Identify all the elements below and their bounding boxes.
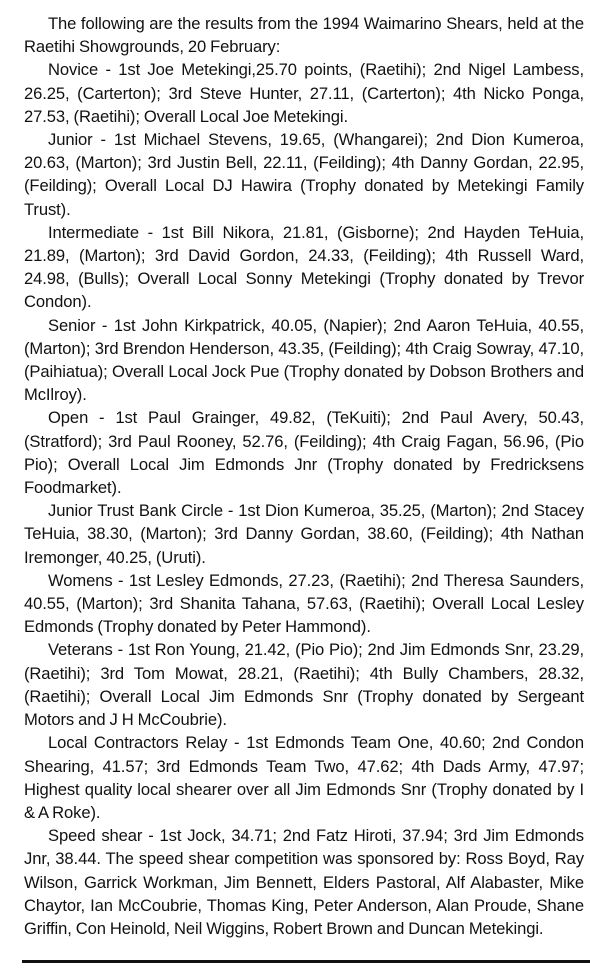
contractors-relay-paragraph: Local Contractors Relay - 1st Edmonds Team One, 40.60; 2nd Condon Shearing, 41.57; 3rd Edmonds Team Two, 47.62; 4th Dads Army, 47.97; Highest quality local shearer over all Jim Edmonds Snr (Trophy donated by I & A Roke). — [24, 733, 584, 822]
senior-results-paragraph: Senior - 1st John Kirkpatrick, 40.05, (Napier); 2nd Aaron TeHuia, 40.55, (Marton); 3rd Brendon Henderson, 43.35, (Feilding); 4th Craig Sowray, 47.10, (Paihiatua); Overall Local Jock Pue (Trophy donated by Dobson Brothers and McIlroy). — [24, 315, 584, 405]
intermediate-results-paragraph: Intermediate - 1st Bill Nikora, 21.81, (Gisborne); 2nd Hayden TeHuia, 21.89, (Marton); 3rd David Gordon, 24.33, (Feilding); 4th Russell Ward, 24.98, (Bulls); Overall Local Sonny Metekingi (Trophy donated by Trevor Condon). — [24, 222, 584, 312]
womens-results-paragraph: Womens - 1st Lesley Edmonds, 27.23, (Raetihi); 2nd Theresa Saunders, 40.55, (Marton); 3rd Shanita Tahana, 57.63, (Raetihi); Overall Local Lesley Edmonds (Trophy donated by Peter Hammond). — [24, 570, 584, 637]
novice-results-paragraph: Novice - 1st Joe Metekingi,25.70 points, (Raetihi); 2nd Nigel Lambess, 26.25, (Carterton); 3rd Steve Hunter, 27.11, (Carterton); 4th Nicko Ponga, 27.53, (Raetihi); Overall Local Joe Metekingi. — [24, 60, 584, 126]
open-results-paragraph: Open - 1st Paul Grainger, 49.82, (TeKuiti); 2nd Paul Avery, 50.43, (Stratford); 3rd Paul Rooney, 52.76, (Feilding); 4th Craig Fagan, 56.96, (Pio Pio); Overall Local Jim Edmonds Jnr (Trophy donated by Fredricksens Foodmarket). — [24, 408, 584, 498]
intro-paragraph: The following are the results from the 1994 Waimarino Shears, held at the Raetihi Showgrounds, 20 February: — [24, 14, 584, 57]
junior-results-paragraph: Junior - 1st Michael Stevens, 19.65, (Whangarei); 2nd Dion Kumeroa, 20.63, (Marton); 3rd Justin Bell, 22.11, (Feilding); 4th Danny Gordan, 22.95, (Feilding); Overall Local DJ Hawira (Trophy donated by Metekingi Family Trust). — [24, 130, 584, 219]
junior-trust-bank-circle-paragraph: Junior Trust Bank Circle - 1st Dion Kumeroa, 35.25, (Marton); 2nd Stacey TeHuia, 38.30, (Marton); 3rd Danny Gordan, 38.60, (Feilding); 4th Nathan Iremonger, 40.25, (Uruti). — [24, 501, 584, 567]
speed-shear-paragraph: Speed shear - 1st Jock, 34.71; 2nd Fatz Hiroti, 37.94; 3rd Jim Edmonds Jnr, 38.44. The speed shear competition was sponsored by: Ross Boyd, Ray Wilson, Garrick Workman, Jim Bennett, Elders Pastoral, Alf Alabaster, Mike Chaytor, Ian McCoubrie, Thomas King, Peter Anderson, Alan Proude, Shane Griffin, Con Heinold, Neil Wiggins, Robert Brown and Duncan Metekingi. — [24, 826, 584, 938]
bottom-rule — [22, 960, 590, 963]
veterans-results-paragraph: Veterans - 1st Ron Young, 21.42, (Pio Pio); 2nd Jim Edmonds Snr, 23.29, (Raetihi); 3rd Tom Mowat, 28.21, (Raetihi); 4th Bully Chambers, 28.32, (Raetihi); Overall Local Jim Edmonds Snr (Trophy donated by Sergeant Motors and J H McCoubrie). — [24, 640, 584, 730]
article-column — [24, 12, 584, 940]
